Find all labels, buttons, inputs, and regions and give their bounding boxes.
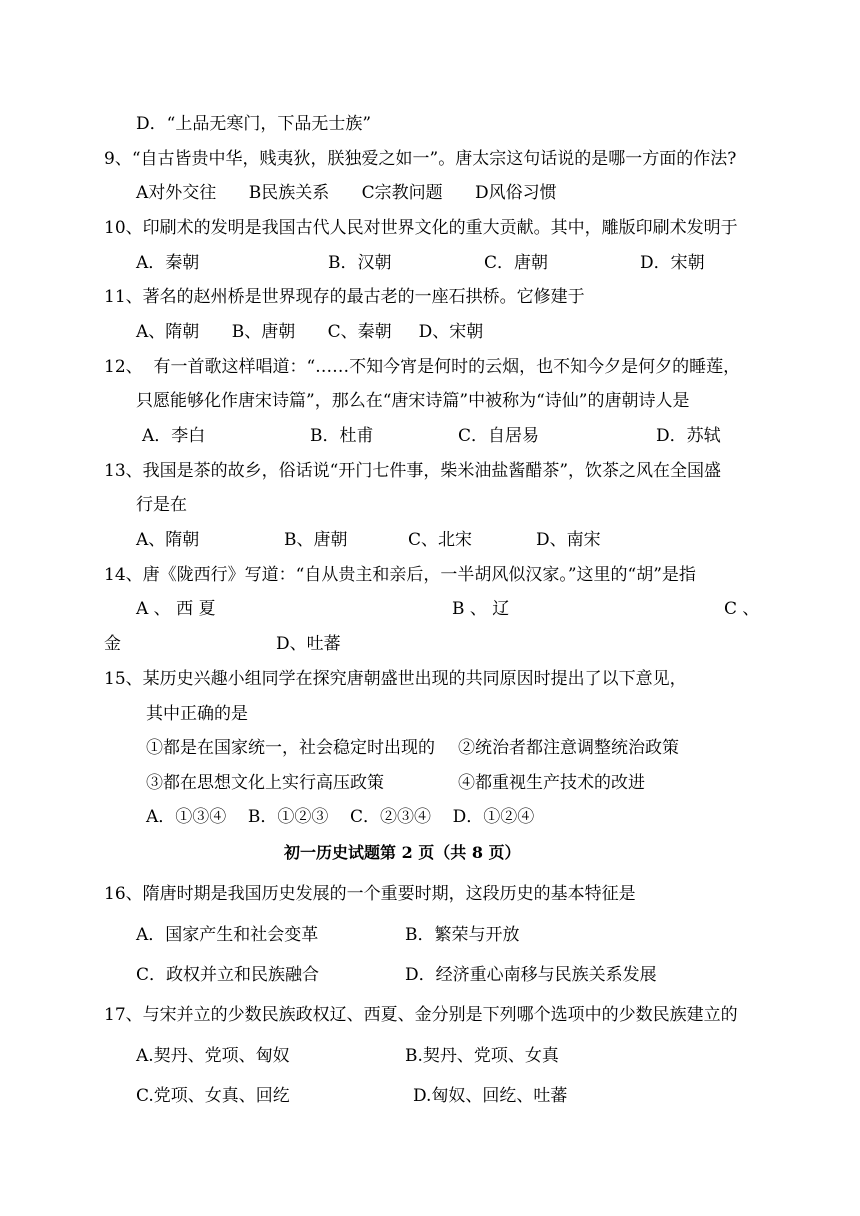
q11-stem: 11、著名的赵州桥是世界现存的最古老的一座石拱桥。它修建于 xyxy=(104,287,585,307)
q8-option-d: D．“上品无寒门，下品无士族” xyxy=(136,114,372,134)
q15-stem-line1: 15、某历史兴趣小组同学在探究唐朝盛世出现的共同原因时提出了以下意见， xyxy=(104,669,687,689)
q12-option-d: D．苏轼 xyxy=(656,426,721,446)
q14-option-b: B 、 辽 xyxy=(452,599,510,619)
q10-option-a: A．秦朝 xyxy=(136,253,200,273)
q12-stem-line2: 只愿能够化作唐宋诗篇”，那么在“唐宋诗篇”中被称为“诗仙”的唐朝诗人是 xyxy=(136,391,690,411)
q12-option-a: A．李白 xyxy=(142,426,206,446)
q13-option-d: D、南宋 xyxy=(536,530,601,550)
q11-options: A、隋朝 B、唐朝 C、秦朝 D、宋朝 xyxy=(136,322,484,342)
q15-statement-3: ③都在思想文化上实行高压政策 xyxy=(146,773,384,793)
q14-option-c-text: 金 xyxy=(104,634,121,654)
q16-stem: 16、隋唐时期是我国历史发展的一个重要时期，这段历史的基本特征是 xyxy=(104,884,636,904)
q14-option-c-label: C 、 xyxy=(724,599,760,619)
q15-statement-1: ①都是在国家统一，社会稳定时出现的 xyxy=(146,738,435,758)
q16-option-a: A．国家产生和社会变革 xyxy=(136,925,319,945)
q9-stem: 9、“自古皆贵中华，贱夷狄，朕独爱之如一”。唐太宗这句话说的是哪一方面的作法? xyxy=(104,149,737,169)
q17-stem: 17、与宋并立的少数民族政权辽、西夏、金分别是下列哪个选项中的少数民族建立的 xyxy=(104,1005,738,1025)
q15-statement-4: ④都重视生产技术的改进 xyxy=(458,773,645,793)
q14-option-d: D、吐蕃 xyxy=(276,634,341,654)
q16-option-d: D．经济重心南移与民族关系发展 xyxy=(405,965,657,985)
q15-options: A．①③④ B．①②③ C．②③④ D．①②④ xyxy=(146,807,535,827)
page-footer: 初一历史试题第 2 页（共 8 页） xyxy=(284,843,521,862)
q12-option-c: C．自居易 xyxy=(458,426,540,446)
q13-option-a: A、隋朝 xyxy=(136,530,200,550)
q16-option-c: C．政权并立和民族融合 xyxy=(136,965,320,985)
q12-stem-line1: 12、 有一首歌这样唱道：“……不知今宵是何时的云烟，也不知今夕是何夕的睡莲， xyxy=(104,357,741,377)
q12-option-b: B．杜甫 xyxy=(310,426,374,446)
q10-option-c: C．唐朝 xyxy=(484,253,549,273)
q17-option-c: C.党项、女真、回纥 xyxy=(136,1086,290,1106)
q17-option-d: D.匈奴、回纥、吐蕃 xyxy=(413,1086,568,1106)
q10-stem: 10、印刷术的发明是我国古代人民对世界文化的重大贡献。其中，雕版印刷术发明于 xyxy=(104,218,738,238)
q10-option-b: B．汉朝 xyxy=(328,253,392,273)
q15-statement-2: ②统治者都注意调整统治政策 xyxy=(458,738,679,758)
q13-option-b: B、唐朝 xyxy=(284,530,348,550)
q10-option-d: D．宋朝 xyxy=(640,253,705,273)
q13-option-c: C、北宋 xyxy=(408,530,473,550)
q17-option-b: B.契丹、党项、女真 xyxy=(405,1046,559,1066)
q9-options: A对外交往 B民族关系 C宗教问题 D风俗习惯 xyxy=(136,183,557,203)
q13-stem-line2: 行是在 xyxy=(136,495,187,515)
q16-option-b: B．繁荣与开放 xyxy=(405,925,520,945)
q14-option-a: A 、 西 夏 xyxy=(136,599,216,619)
q14-stem: 14、唐《陇西行》写道：“自从贵主和亲后，一半胡风似汉家。”这里的“胡”是指 xyxy=(104,565,696,585)
q17-option-a: A.契丹、党项、匈奴 xyxy=(136,1046,290,1066)
q15-stem-line2: 其中正确的是 xyxy=(146,704,248,724)
q13-stem-line1: 13、我国是茶的故乡，俗话说“开门七件事，柴米油盐酱醋茶”，饮茶之风在全国盛 xyxy=(104,461,722,481)
